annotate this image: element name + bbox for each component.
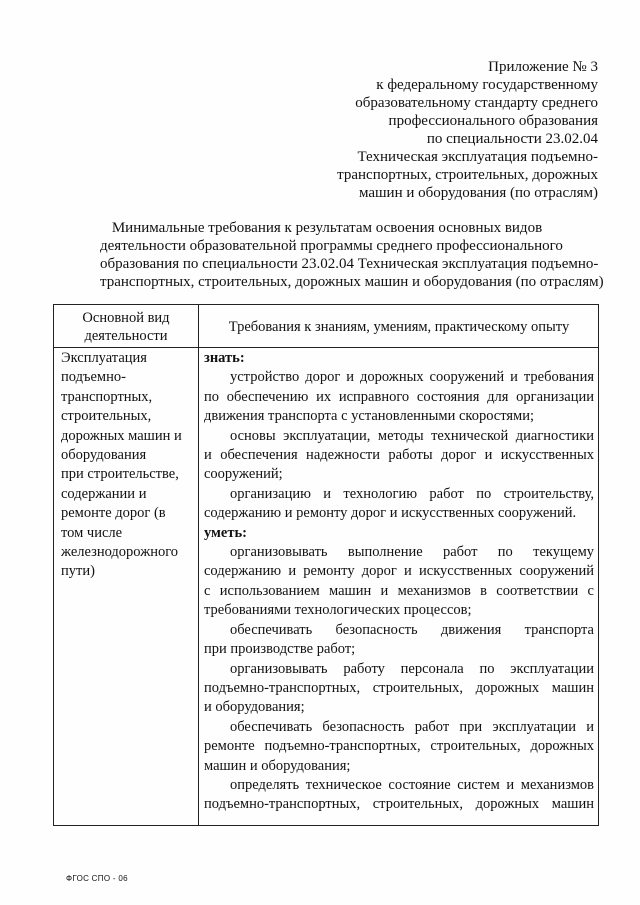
header-requirements: Требования к знаниям, умениям, практическому опыту — [228, 319, 570, 335]
header-left-line: деятельности — [84, 328, 168, 344]
activity-cell — [61, 349, 197, 582]
activity-line: Эксплуатация — [61, 350, 147, 366]
requirement-line: организовывать работу персонала по эксплуатации — [230, 660, 594, 677]
requirement-line: содержанию и ремонту дорог и искусственных сооружений. — [204, 505, 577, 522]
footer-code: ФГОС СПО - 06 — [66, 874, 128, 883]
requirements-table — [53, 304, 599, 826]
header-left-line: Основной вид — [82, 310, 170, 326]
activity-line: содержании и — [61, 485, 147, 502]
appendix-line: транспортных, строительных, дорожных — [337, 167, 598, 183]
title-line: Минимальные требования к результатам освоения основных видов — [111, 220, 543, 236]
requirement-line: движения транспорта с установленными скоростями; — [204, 408, 535, 425]
appendix-line: профессионального образования — [388, 113, 598, 129]
document-title — [100, 219, 604, 291]
column-divider — [198, 305, 199, 825]
header-divider — [54, 347, 598, 348]
activity-line: при строительстве, — [61, 466, 179, 483]
requirement-line: содержанию и ремонту дорог и искусственных сооружений — [204, 563, 594, 580]
activity-line: пути) — [61, 563, 95, 580]
activity-line: ремонте дорог (в — [61, 505, 166, 522]
activity-line: оборудования — [61, 447, 147, 464]
appendix-line: образовательному стандарту среднего — [355, 95, 598, 111]
requirement-line: устройство дорог и дорожных сооружений и требования — [230, 369, 594, 386]
requirements-cell — [204, 349, 594, 815]
skills-heading: уметь: — [204, 524, 247, 541]
requirement-line: с использованием машин и механизмов в соответствии с — [204, 582, 594, 599]
appendix-line: машин и оборудования (по отраслям) — [358, 185, 598, 201]
requirement-line: при производстве работ; — [204, 641, 356, 658]
requirement-line: обеспечивать безопасность работ при эксплуатации и — [230, 718, 594, 735]
header-activity-type — [54, 309, 198, 345]
requirement-line: и обеспечения надежности работы дорог и искусственных — [204, 447, 594, 464]
appendix-line: к федеральному государственному — [376, 77, 598, 93]
requirement-line: подъемно-транспортных, строительных, дорожных машин — [204, 679, 594, 696]
requirement-line: определять техническое состояние систем и механизмов — [230, 776, 594, 793]
appendix-line: по специальности 23.02.04 — [426, 131, 598, 147]
appendix-line: Приложение № 3 — [488, 59, 598, 75]
activity-line: строительных, — [61, 408, 152, 425]
title-line: транспортных, строительных, дорожных машин и оборудования (по отраслям) — [100, 274, 604, 290]
appendix-line: Техническая эксплуатация подъемно- — [357, 149, 598, 165]
activity-line: подъемно- — [61, 369, 126, 386]
activity-line: транспортных, — [61, 388, 153, 405]
title-line: образования по специальности 23.02.04 Техническая эксплуатация подъемно- — [100, 256, 599, 272]
requirement-line: машин и оборудования; — [204, 757, 351, 774]
requirement-line: обеспечивать безопасность движения транспорта — [230, 621, 594, 638]
activity-line: железнодорожного — [61, 544, 179, 561]
requirement-line: основы эксплуатации, методы технической диагностики — [230, 427, 594, 444]
requirement-line: требованиями технологических процессов; — [204, 602, 472, 619]
activity-line: том числе — [61, 524, 123, 541]
requirement-line: организацию и технологию работ по строительству, — [230, 485, 594, 502]
requirement-line: подъемно-транспортных, строительных, дорожных машин — [204, 796, 594, 813]
activity-line: дорожных машин и — [61, 427, 182, 444]
requirement-line: организовывать выполнение работ по текущему — [230, 544, 594, 561]
knowledge-heading: знать: — [204, 350, 245, 366]
requirement-line: и оборудования; — [204, 699, 305, 716]
title-line: деятельности образовательной программы среднего профессионального — [100, 238, 563, 254]
requirement-line: по обеспечению их исправного состояния для организации — [204, 388, 594, 405]
requirement-line: ремонте подъемно-транспортных, строительных, дорожных — [204, 738, 594, 755]
appendix-header — [268, 58, 598, 202]
requirement-line: сооружений; — [204, 466, 283, 483]
